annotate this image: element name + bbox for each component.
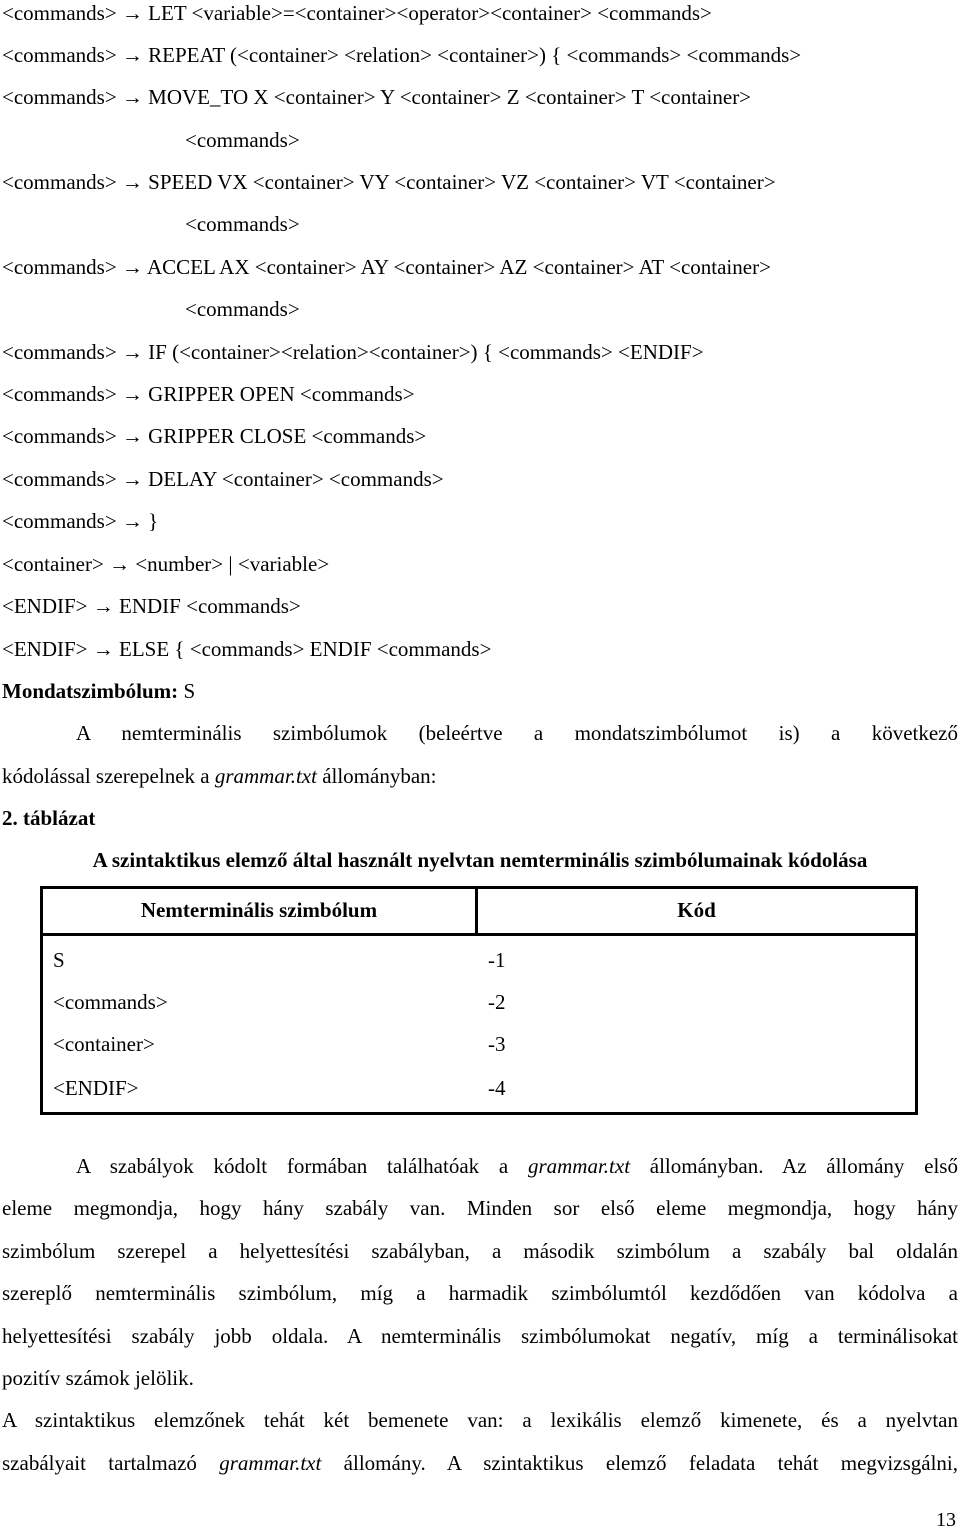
grammar-rule-speed: <commands> → SPEED VX <container> VY <container> VZ <container> VT <container> <box>2 170 776 194</box>
intro-text: kódolással szerepelnek a <box>2 764 215 788</box>
start-symbol-line <box>2 679 195 704</box>
paragraph1-line-2: eleme megmondja, hogy hány szabály van. Minden sor első eleme megmondja, hogy hány <box>2 1196 958 1220</box>
grammar-rule-endif: <ENDIF> → ENDIF <commands> <box>2 594 301 618</box>
grammar-rule-gripper-close: <commands> → GRIPPER CLOSE <commands> <box>2 424 427 448</box>
grammar-rule-else: <ENDIF> → ELSE { <commands> ENDIF <commands> <box>2 637 492 661</box>
start-symbol-value: S <box>178 679 196 703</box>
grammar-rule-container: <container> → <number> | <variable> <box>2 552 330 576</box>
grammar-rule-move-to-cont: <commands> <box>185 128 300 152</box>
grammar-rule-move-to: <commands> → MOVE_TO X <container> Y <container> Z <container> T <container> <box>2 85 752 109</box>
symbol-cell: S <box>53 948 65 973</box>
paragraph2-line-2 <box>2 1451 958 1476</box>
intro-text-end: állományban: <box>316 764 437 788</box>
symbol-cell: <commands> <box>53 990 168 1015</box>
start-symbol-label: Mondatszimbólum: <box>2 679 179 703</box>
paragraph1-line-6: pozitív számok jelölik. <box>2 1366 194 1390</box>
table-row <box>43 940 915 982</box>
table-header-row <box>43 889 915 936</box>
filename: grammar.txt <box>219 1451 322 1475</box>
paragraph1-text-end: állományban. Az állomány első <box>630 1154 958 1178</box>
code-cell: -4 <box>488 1076 506 1101</box>
paragraph2-text-end: állomány. A szintaktikus elemző feladata tehát megvizsgálni, <box>321 1451 958 1475</box>
table-row <box>43 982 915 1024</box>
paragraph1-text: A szabályok kódolt formában találhatóak a <box>76 1154 528 1178</box>
nonterminal-code-table <box>40 886 918 1115</box>
paragraph1-line-3: szimbólum szerepel a helyettesítési szabályban, a második szimbólum a szabály bal oldalán <box>2 1239 958 1263</box>
grammar-rule-close-brace: <commands> → } <box>2 509 159 533</box>
intro-line-1: A nemterminális szimbólumok (beleértve a mondatszimbólumot is) a következő <box>76 721 958 745</box>
paragraph2-line-1: A szintaktikus elemzőnek tehát két bemenete van: a lexikális elemző kimenete, és a nyelvtan <box>2 1408 958 1432</box>
page-number: 13 <box>936 1509 956 1531</box>
filename: grammar.txt <box>214 764 317 788</box>
grammar-rule-gripper-open: <commands> → GRIPPER OPEN <commands> <box>2 382 415 406</box>
paragraph1-line-1 <box>76 1154 958 1179</box>
column-header-symbol: Nemterminális szimbólum <box>43 889 478 936</box>
column-header-code: Kód <box>478 889 915 936</box>
intro-line-2 <box>2 764 437 789</box>
table-row <box>43 1066 915 1112</box>
grammar-rule-accel-cont: <commands> <box>185 297 300 321</box>
filename: grammar.txt <box>527 1154 631 1178</box>
grammar-rule-delay: <commands> → DELAY <container> <commands> <box>2 467 444 491</box>
code-cell: -3 <box>488 1032 506 1057</box>
code-cell: -1 <box>488 948 506 973</box>
table-caption: A szintaktikus elemző által használt nyelvtan nemterminális szimbólumainak kódolása <box>92 848 868 872</box>
grammar-rule-accel: <commands> → ACCEL AX <container> AY <container> AZ <container> AT <container> <box>2 255 771 279</box>
paragraph1-line-4: szereplő nemterminális szimbólum, míg a harmadik szimbólumtól kezdődően van kódolva a <box>2 1281 958 1305</box>
grammar-rule-repeat: <commands> → REPEAT (<container> <relation> <container>) { <commands> <commands> <box>2 43 802 67</box>
symbol-cell: <ENDIF> <box>53 1076 139 1101</box>
grammar-rule-let: <commands> → LET <variable>=<container><operator><container> <commands> <box>2 1 712 25</box>
paragraph1-line-5: helyettesítési szabály jobb oldala. A nemterminális szimbólumokat negatív, míg a terminálisokat <box>2 1324 958 1348</box>
paragraph2-text: szabályait tartalmazó <box>2 1451 220 1475</box>
table-label: 2. táblázat <box>2 806 96 830</box>
code-cell: -2 <box>488 990 506 1015</box>
symbol-cell: <container> <box>53 1032 155 1057</box>
grammar-rule-speed-cont: <commands> <box>185 212 300 236</box>
table-row <box>43 1024 915 1066</box>
grammar-rule-if: <commands> → IF (<container><relation><container>) { <commands> <ENDIF> <box>2 340 704 364</box>
